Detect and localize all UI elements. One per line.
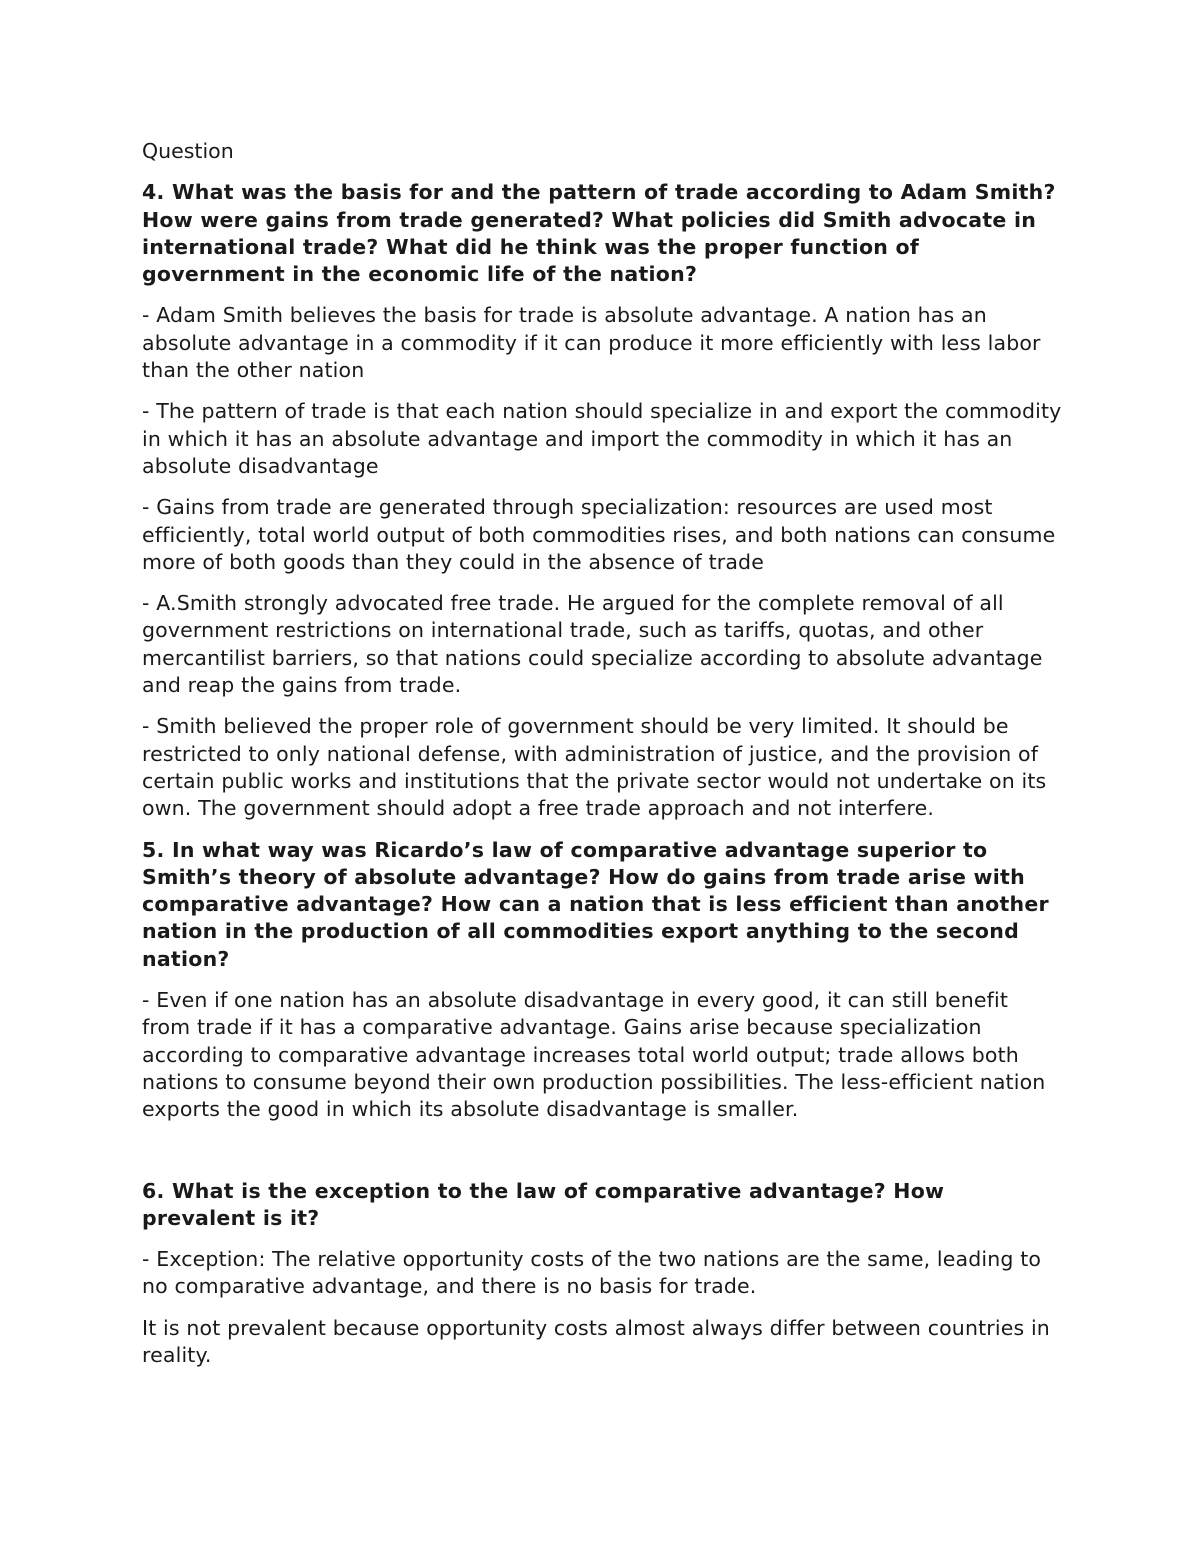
blank-line — [142, 1138, 1062, 1178]
answer-4-government: - Smith believed the proper role of government should be very limited. It should be restricted to only national defense, with administration of justice, and the provision of certain public works and institutions that the private sector would not undertake on its own. The government should adopt a free trade approach and not interfere. — [142, 714, 1047, 821]
question-4: 4. What was the basis for and the pattern of trade according to Adam Smith? How were gains from trade generated? What policies did Smith advocate in international trade? What did he think was the proper function of government in the economic life of the nation? — [142, 180, 1056, 287]
answer-4-pattern: - The pattern of trade is that each nation should specialize in and export the commodity in which it has an absolute advantage and import the commodity in which it has an absolute disadvantage — [142, 399, 1062, 478]
answer-4-gains: - Gains from trade are generated through specialization: resources are used most efficiently, total world output of both commodities rises, and both nations can consume more of both goods than they could in the absence of trade — [142, 495, 1056, 574]
document-page — [142, 138, 1062, 1383]
answer-4-basis: - Adam Smith believes the basis for trade is absolute advantage. A nation has an absolute advantage in a commodity if it can produce it more efficiently with less labor than the other nation — [142, 303, 1041, 383]
question-6: 6. What is the exception to the law of comparative advantage? How prevalent is it? — [142, 1178, 945, 1230]
answer-6-prevalence: It is not prevalent because opportunity costs almost always differ between countries in reality. — [142, 1315, 1050, 1367]
answer-4-policies: - A.Smith strongly advocated free trade. He argued for the complete removal of all government restrictions on international trade, such as tariffs, quotas, and other mercantilist barriers, so that nations could specialize according to absolute advantage and reap the gains from trade. — [142, 591, 1043, 698]
question-5: 5. In what way was Ricardo’s law of comparative advantage superior to Smith’s theory of absolute advantage? How do gains from trade arise with comparative advantage? How can a nation that is less efficient than another nation in the production of all commodities export anything to the second nation? — [142, 837, 1049, 971]
question-label: Question — [142, 139, 234, 163]
answer-6-exception: - Exception: The relative opportunity costs of the two nations are the same, leading to no comparative advantage, and there is no basis for trade. — [142, 1247, 1042, 1299]
answer-5: - Even if one nation has an absolute disadvantage in every good, it can still benefit from trade if it has a comparative advantage. Gains arise because specialization according to comparative advantage increases total world output; trade allows both nations to consume beyond their own production possibilities. The less-efficient nation exports the good in which its absolute disadvantage is smaller. — [142, 988, 1046, 1122]
